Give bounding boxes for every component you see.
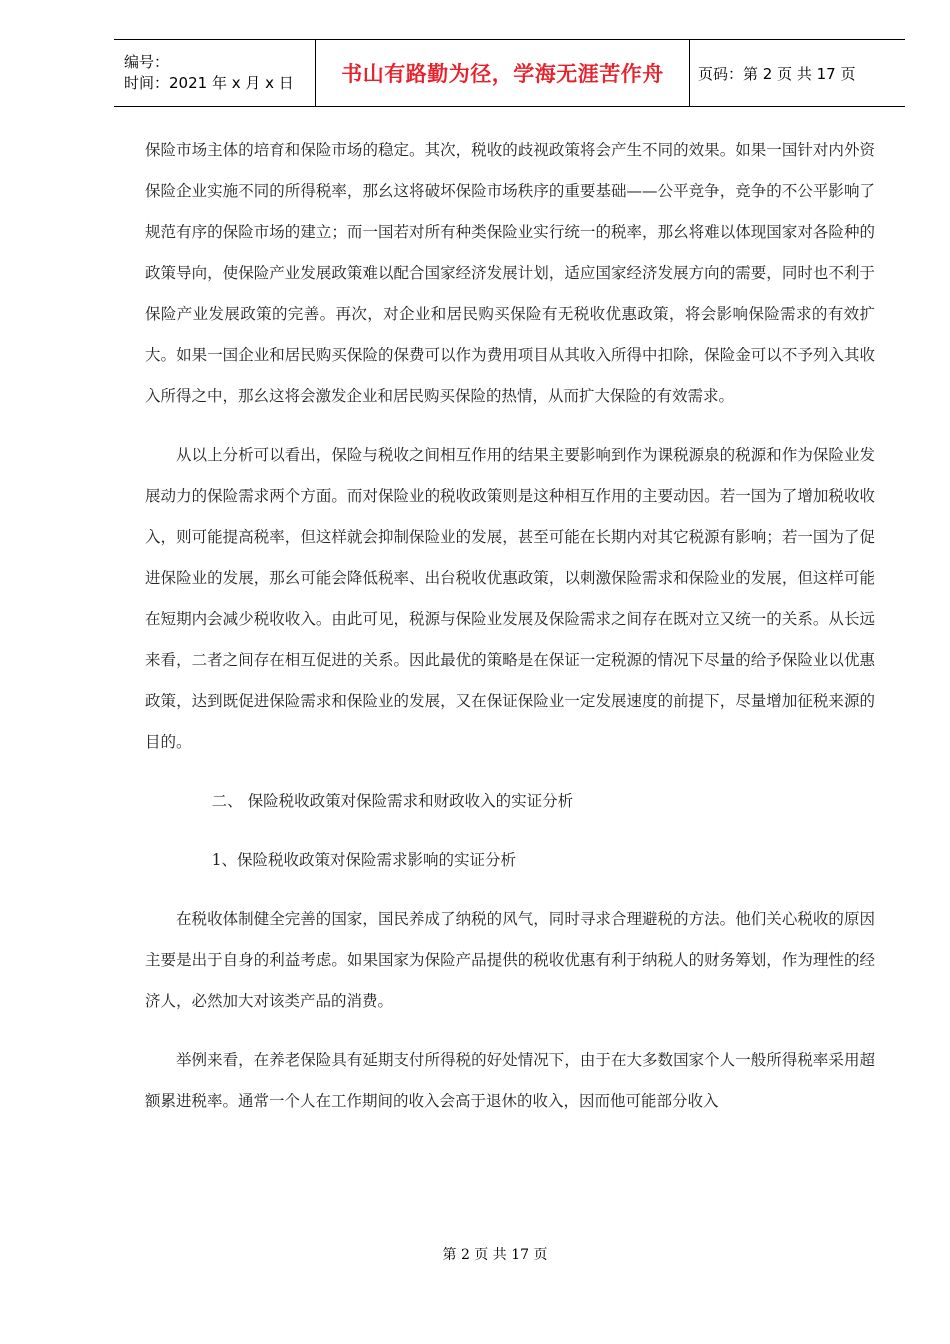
section-heading: 二、 保险税收政策对保险需求和财政收入的实证分析 xyxy=(211,792,574,810)
document-date: 时间：2021 年 x 月 x 日 xyxy=(124,74,294,92)
paragraph: 从以上分析可以看出，保险与税收之间相互作用的结果主要影响到作为课税源泉的税源和作为保险业发展动力的保险需求两个方面。而对保险业的税收政策则是这种相互作用的主要动因。若一国为了增加税收收入，则可能提高税率，但这样就会抑制保险业的发展，甚至可能在长期内对其它税源有影响；若一国为了促进保险业的发展，那幺可能会降低税率、出台税收优惠政策，以刺激保险需求和保险业的发展，但这样可能在短期内会减少税收收入。由此可见，税源与保险业发展及保险需求之间存在既对立又统一的关系。从长远来看，二者之间存在相互促进的关系。因此最优的策略是在保证一定税源的情况下尽量的给予保险业以优惠政策，达到既促进保险需求和保险业的发展，又在保证保险业一定发展速度的前提下，尽量增加征税来源的目的。 xyxy=(145,446,875,751)
document-number: 编号： xyxy=(124,53,170,71)
paragraph: 举例来看，在养老保险具有延期支付所得税的好处情况下，由于在大多数国家个人一般所得税率采用超额累进税率。通常一个人在工作期间的收入会高于退休的收入，因而他可能部分收入 xyxy=(145,1051,875,1110)
paragraph: 在税收体制健全完善的国家，国民养成了纳税的风气，同时寻求合理避税的方法。他们关心税收的原因主要是出于自身的利益考虑。如果国家为保险产品提供的税收优惠有利于纳税人的财务筹划，作为理性的经济人，必然加大对该类产品的消费。 xyxy=(145,910,875,1010)
header-meta-cell xyxy=(114,40,316,107)
header-page-cell xyxy=(690,40,906,107)
paragraph: 保险市场主体的培育和保险市场的稳定。其次，税收的歧视政策将会产生不同的效果。如果一国针对内外资保险企业实施不同的所得税率，那幺这将破坏保险市场秩序的重要基础——公平竞争，竞争的不公平影响了规范有序的保险市场的建立；而一国若对所有种类保险业实行统一的税率，那幺将难以体现国家对各险种的政策导向，使保险产业发展政策难以配合国家经济发展计划，适应国家经济发展方向的需要，同时也不利于保险产业发展政策的完善。再次，对企业和居民购买保险有无税收优惠政策，将会影响保险需求的有效扩大。如果一国企业和居民购买保险的保费可以作为费用项目从其收入所得中扣除，保险金可以不予列入其收入所得之中，那幺这将会激发企业和居民购买保险的热情，从而扩大保险的有效需求。 xyxy=(145,141,875,405)
document-body xyxy=(145,130,875,1122)
header-page-number: 页码：第 2 页 共 17 页 xyxy=(698,64,856,83)
subsection-heading: 1、保险税收政策对保险需求影响的实证分析 xyxy=(211,851,517,869)
page-header xyxy=(114,39,905,107)
header-motto-cell xyxy=(316,40,690,107)
header-motto: 书山有路勤为径，学海无涯苦作舟 xyxy=(341,62,664,86)
page-footer: 第 2 页 共 17 页 xyxy=(442,1247,548,1263)
